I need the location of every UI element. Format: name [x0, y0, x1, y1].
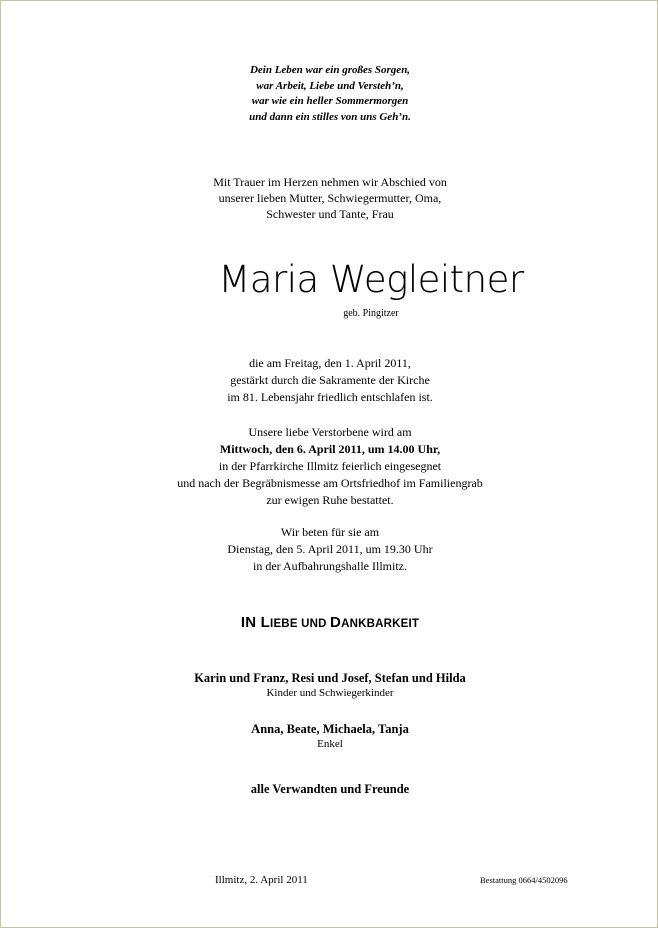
- death-line: die am Freitag, den 1. April 2011,: [249, 356, 411, 370]
- prayer-notice: [1, 524, 658, 575]
- intro-line: unserer lieben Mutter, Schwiegermutter, Oma,: [218, 191, 442, 205]
- thanks-heading: [1, 613, 658, 634]
- memorial-poem: [1, 63, 658, 125]
- mourner-role: Enkel: [317, 738, 343, 750]
- poem-line: war Arbeit, Liebe und Versteh’n,: [256, 79, 404, 92]
- prayer-line: Wir beten für sie am: [280, 525, 380, 539]
- death-line: im 81. Lebensjahr friedlich entschlafen ist.: [227, 390, 433, 404]
- prayer-line: in der Aufbahrungshalle Illmitz.: [253, 559, 407, 573]
- funeral-line: Unsere liebe Verstorbene wird am: [248, 425, 412, 439]
- mourner-group: [1, 721, 658, 751]
- mourner-group: [1, 670, 658, 700]
- mourner-names: alle Verwandten und Freunde: [250, 782, 410, 796]
- mourner-role: Kinder und Schwiegerkinder: [266, 687, 394, 699]
- funeral-notice: [1, 424, 658, 509]
- funeral-line: zur ewigen Ruhe bestattet.: [266, 493, 394, 507]
- thanks-part: D: [330, 614, 342, 631]
- thanks-part: IEBE: [270, 618, 298, 630]
- death-line: gestärkt durch die Sakramente der Kirche: [230, 373, 430, 387]
- undertaker-contact: Bestattung 0664/4502096: [480, 875, 568, 885]
- thanks-part: I: [240, 614, 246, 631]
- thanks-part: ANKBARKEIT: [341, 618, 420, 630]
- poem-line: Dein Leben war ein großes Sorgen,: [249, 64, 411, 76]
- thanks-part: N: [245, 614, 261, 631]
- funeral-line: und nach der Begräbnismesse am Ortsfriedhof im Familiengrab: [177, 476, 483, 490]
- intro-text: [1, 174, 658, 222]
- deceased-name: Maria Wegleitner: [218, 258, 524, 301]
- funeral-line: in der Pfarrkirche Illmitz feierlich eingesegnet: [218, 459, 442, 473]
- intro-line: Mit Trauer im Herzen nehmen wir Abschied von: [213, 175, 447, 189]
- mourner-names: Karin und Franz, Resi und Josef, Stefan und Hilda: [194, 671, 466, 685]
- death-notice: [1, 355, 658, 406]
- place-date: Illmitz, 2. April 2011: [215, 874, 308, 886]
- prayer-line: Dienstag, den 5. April 2011, um 19.30 Uhr: [227, 542, 433, 556]
- intro-line: Schwester und Tante, Frau: [266, 207, 394, 221]
- thanks-part: L: [260, 614, 271, 631]
- thanks-part: UND: [297, 618, 331, 630]
- funeral-date: Mittwoch, den 6. April 2011, um 14.00 Uhr,: [219, 442, 441, 456]
- poem-line: und dann ein stilles von uns Geh’n.: [249, 110, 411, 123]
- mourner-group: [1, 781, 658, 797]
- mourner-names: Anna, Beate, Michaela, Tanja: [251, 722, 409, 736]
- birth-name: geb. Pingitzer: [343, 308, 399, 319]
- poem-line: war wie ein heller Sommermorgen: [251, 95, 409, 107]
